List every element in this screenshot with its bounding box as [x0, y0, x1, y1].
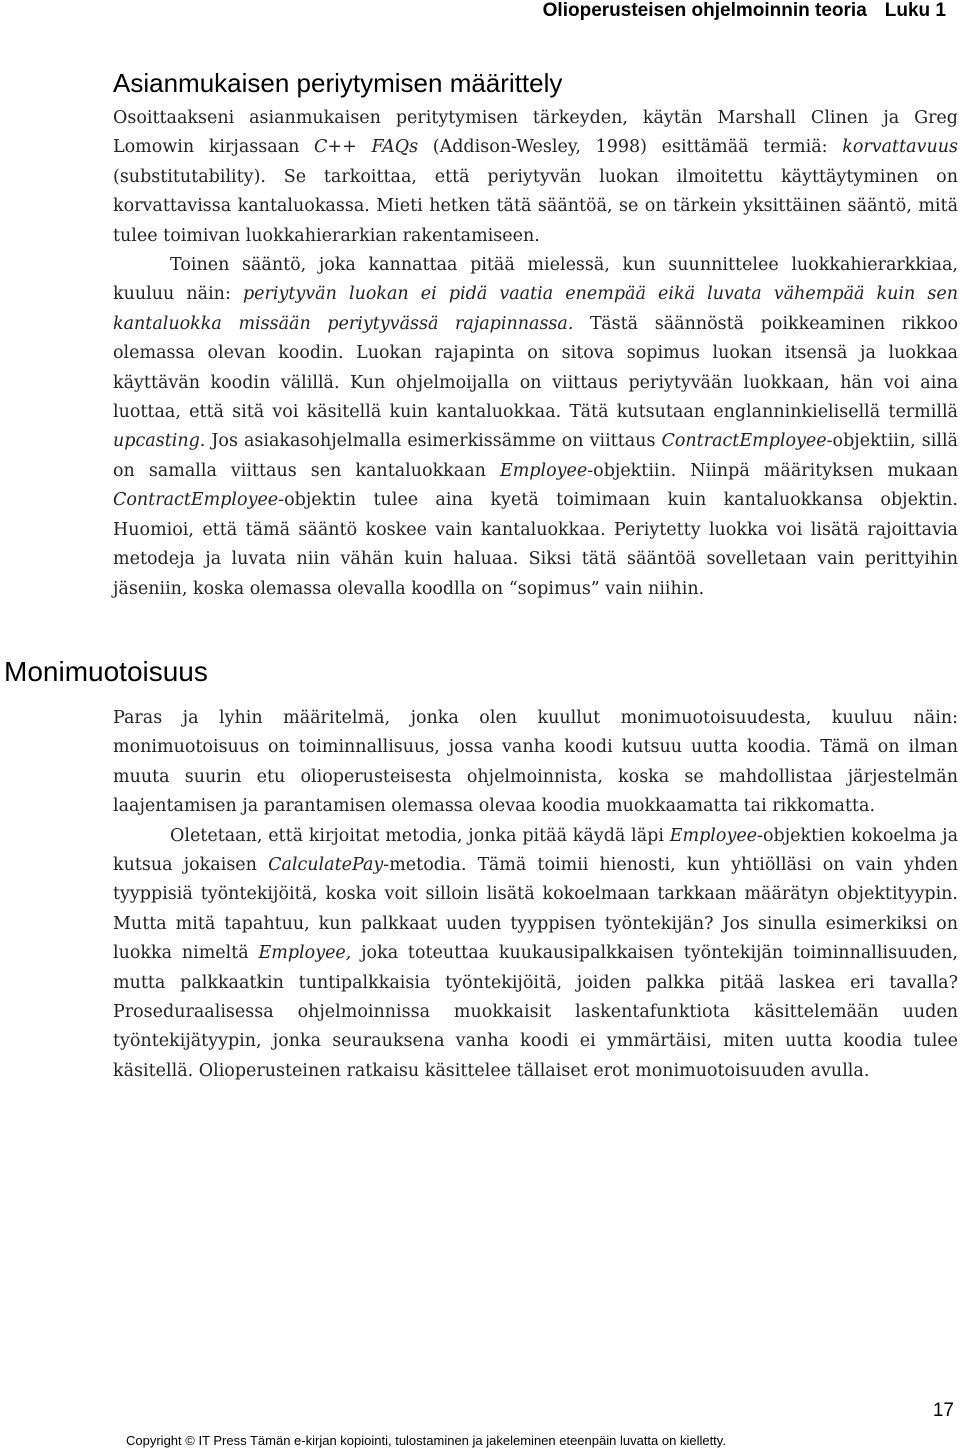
method-name-italic: CalculatePay: [268, 855, 384, 876]
text: Osoittaakseni asianmukaisen peritytymisen tärkeyden, käytän Marshall Clinen ja Greg Lomowin kirjassaan: [113, 108, 958, 158]
class-name-italic: Employee: [669, 825, 758, 846]
class-name-italic: ContractEmployee: [113, 490, 279, 511]
copyright-footer: Copyright © IT Press Tämän e-kirjan kopiointi, tulostaminen ja jakeleminen eteenpäin luvatta on kielletty.: [126, 1433, 726, 1448]
text: (substitutability). Se tarkoittaa, että periytyvän luokan ilmoitettu käyttäytyminen on korvattavissa kantaluokassa. Mieti hetken tätä sääntöä, se on tärkein yksittäinen sääntö, mitä tulee toimivan luokkahierarkian rakentamiseen.: [113, 166, 958, 246]
page-number: 17: [932, 1400, 954, 1421]
text: Toinen sääntö, joka kannattaa pitää mielessä, kun suunnittelee luokkahierarkkiaa, kuuluu näin:: [113, 255, 958, 305]
section-body-polymorphism: [113, 704, 958, 1086]
text: -objektien kokoelma ja kutsua jokaisen: [113, 825, 959, 876]
class-name-italic: Employee,: [258, 943, 352, 964]
section-heading-polymorphism: Monimuotoisuus: [4, 656, 208, 687]
text: Tästä säännöstä poikkeaminen rikkoo olemassa olevan koodin. Luokan rajapinta on sitova sopimus luokan itsensä ja luokkaa käyttävän koodin välillä. Kun ohjelmoijalla on viittaus periytyvään luokkaan, hän voi aina luottaa, että sitä voi käsitellä kuin kantaluokkaa. Tätä kutsutaan englanninkielisellä termillä: [113, 313, 958, 423]
book-title-italic: C++ FAQs: [314, 137, 419, 158]
text: joka toteuttaa kuukausipalkkaisen työntekijän toiminnallisuuden, mutta palkkaatkin tuntipalkkaisia työntekijöitä, joiden palkka pitää laskea eri tavalla? Proseduraalisessa ohjelmoinnissa muokkaisit laskentafunktiota käsittelemään uuden työntekijätyypin, jonka seurauksena vanha koodi ei ymmärtäisi, miten uutta koodia tulee käsitellä. Olioperusteinen ratkaisu käsittelee tällaiset erot monimuotoisuuden avulla.: [113, 943, 958, 1081]
paragraph: [113, 251, 958, 604]
class-name-italic: ContractEmployee: [661, 431, 827, 452]
text: -objektiin. Niinpä määrityksen mukaan: [587, 460, 958, 481]
chapter-label: Luku 1: [884, 0, 946, 21]
text: (Addison-Wesley, 1998) esittämää termiä:: [418, 137, 843, 158]
paragraph: [113, 104, 958, 251]
paragraph: [113, 822, 958, 1087]
text: Oletetaan, että kirjoitat metodia, jonka pitää käydä läpi: [170, 825, 670, 846]
running-header: [543, 0, 946, 22]
paragraph: Paras ja lyhin määritelmä, jonka olen kuullut monimuotoisuudesta, kuuluu näin: monimuotoisuus on toiminnallisuus, jossa vanha koodi kutsuu uutta koodia. Tämä on ilman muuta suurin etu olioperusteisesta ohjelmoinnista, koska se mahdollistaa järjestelmän laajentamisen ja parantamisen olemassa olevaa koodia muokkaamatta tai rikkomatta.: [113, 708, 958, 817]
rule-italic: periytyvän luokan ei pidä vaatia enempää eikä luvata vähempää kuin sen kantaluokka missään periytyvässä rajapinnassa.: [113, 284, 958, 334]
term-italic: korvattavuus: [842, 137, 958, 158]
section-body-inheritance: [113, 104, 958, 604]
text: -objektiin, sillä on samalla viittaus sen kantaluokkaan: [113, 431, 958, 481]
text: . Jos asiakasohjelmalla esimerkissämme on viittaus: [199, 431, 662, 452]
book-title: Olioperusteisen ohjelmoinnin teoria: [542, 0, 867, 21]
class-name-italic: Employee: [499, 460, 588, 481]
term-italic: upcasting: [113, 431, 200, 452]
text: -metodia. Tämä toimii hienosti, kun yhtiölläsi on vain yhden tyyppisiä työntekijöitä, koska voit silloin lisätä kokoelmaan tarkkaan määrätyn objektityypin. Mutta mitä tapahtuu, kun palkkaat uuden tyyppisen työntekijän? Jos sinulla esimerkiksi on luokka nimeltä: [113, 855, 958, 964]
section-heading-inheritance: Asianmukaisen periytymisen määrittely: [113, 68, 563, 98]
text: -objektin tulee aina kyetä toimimaan kuin kantaluokkansa objektin. Huomioi, että tämä sääntö koskee vain kantaluokkaa. Periytetty luokka voi lisätä rajoittavia metodeja ja luvata niin vähän kuin haluaa. Siksi tätä sääntöä sovelletaan vain perittyihin jäseniin, koska olemassa olevalla koodlla on “sopimus” vain niihin.: [113, 490, 958, 599]
